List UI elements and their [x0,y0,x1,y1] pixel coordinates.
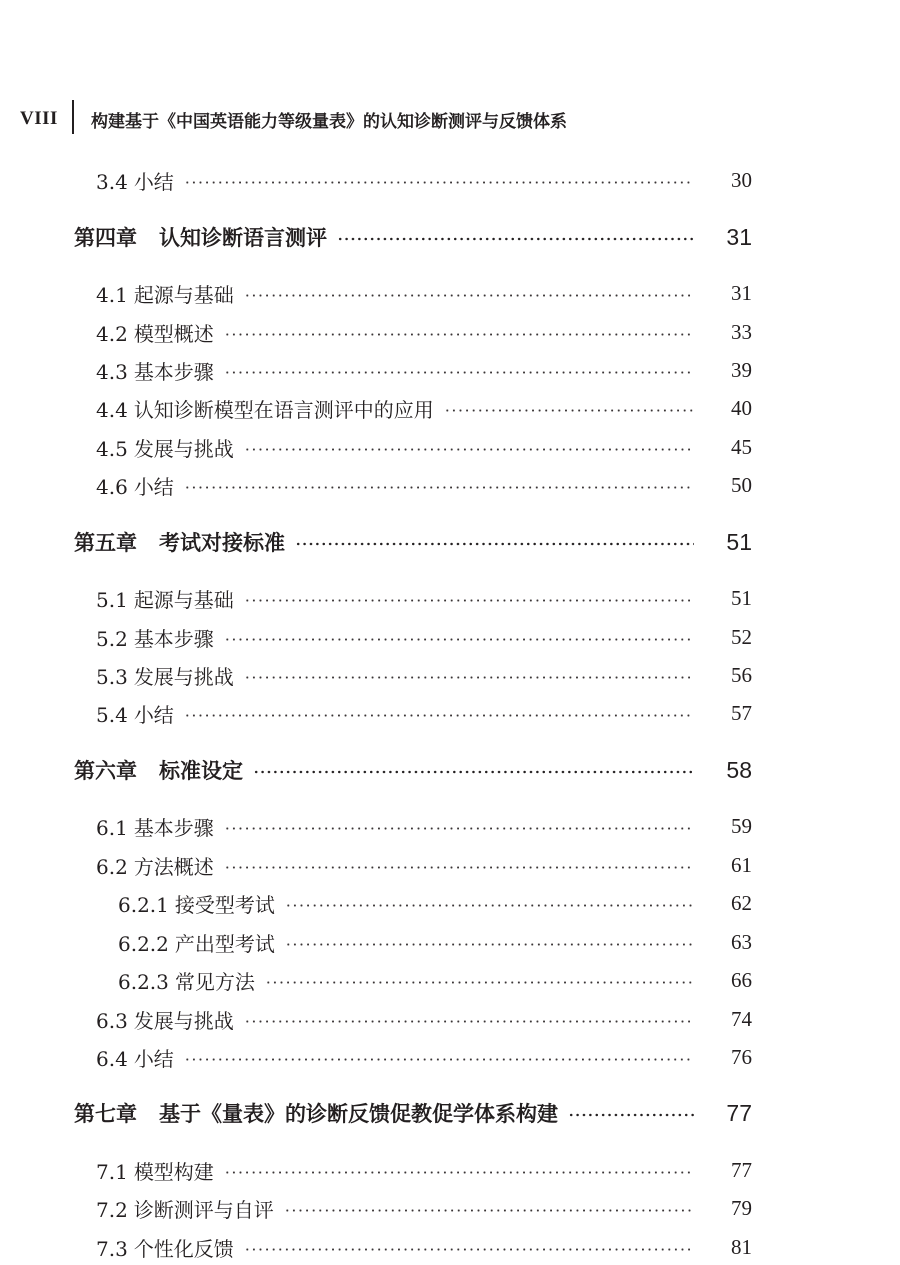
toc-page-number: 40 [731,395,752,420]
toc-entry-label [96,851,214,880]
toc-entry-label [118,966,255,995]
toc-entry-title: 认知诊断模型在语言测评中的应用 [133,397,434,422]
toc-entry-title: 小结 [133,702,174,727]
toc-section[interactable] [96,660,752,690]
dot-leader [284,1209,694,1212]
toc-section[interactable] [96,811,752,841]
toc-entry-label [96,812,214,841]
toc-chapter[interactable] [74,527,752,557]
toc-page-number: 62 [731,890,752,915]
toc-entry-title: 接受型考试 [174,892,275,917]
toc-page-number: 33 [731,319,752,344]
toc-entry-number: 6.3 [96,1008,128,1033]
dot-leader [224,827,694,830]
toc-page-number: 81 [731,1234,752,1259]
toc-entry-title: 产出型考试 [174,931,275,956]
toc-entry-number: 6.4 [96,1046,128,1071]
toc-page-number: 31 [731,280,752,305]
toc-page-number: 74 [731,1006,752,1031]
toc-entry-title: 模型概述 [133,321,214,346]
toc-entry-number: 5.2 [96,626,128,651]
dot-leader [244,294,694,297]
toc-entry-label [96,356,214,385]
toc-chapter[interactable] [74,222,752,252]
dot-leader [244,1020,694,1023]
toc-entry-number: 第四章 [74,226,137,250]
toc-page-number: 59 [731,813,752,838]
running-title: 构建基于《中国英语能力等级量表》的认知诊断测评与反馈体系 [91,112,567,132]
toc-subsection[interactable] [118,965,752,995]
toc-entry-label [74,1098,558,1128]
toc-entry-title: 模型构建 [133,1159,214,1184]
toc-entry-label [118,889,275,918]
toc-chapter[interactable] [74,1098,752,1128]
toc-page-number: 50 [731,472,752,497]
toc-page-number: 77 [731,1157,752,1182]
dot-leader [295,542,694,546]
dot-leader [224,1171,694,1174]
toc-page-number: 51 [726,528,752,555]
toc-subsection[interactable] [118,888,752,918]
toc-entry-label [96,318,214,347]
dot-leader [184,1058,694,1061]
dot-leader [253,770,694,774]
toc-entry-number: 4.6 [96,474,128,499]
toc-entry-label [96,623,214,652]
toc-entry-number: 5.4 [96,702,128,727]
dot-leader [224,371,694,374]
toc-section[interactable] [96,278,752,308]
toc-entry-label [96,394,434,423]
toc-page-number: 63 [731,929,752,954]
toc-entry-number: 4.3 [96,359,128,384]
toc-entry-label [96,433,234,462]
dot-leader [244,1248,694,1251]
dot-leader [244,599,694,602]
toc-section[interactable] [96,1193,752,1223]
toc-chapter[interactable] [74,755,752,785]
dot-leader [244,448,694,451]
toc-entry-title: 小结 [133,1046,174,1071]
toc-entry-title: 发展与挑战 [133,1008,234,1033]
toc-page-number: 45 [731,434,752,459]
toc-section[interactable] [96,317,752,347]
toc-entry-title: 诊断测评与自评 [133,1197,274,1222]
toc-entry-number: 4.2 [96,321,128,346]
toc-entry-label [74,755,243,785]
toc-entry-number: 5.3 [96,664,128,689]
toc-entry-title: 基本步骤 [133,626,214,651]
toc-page-number: 31 [726,223,752,250]
toc-entry-label [96,471,174,500]
dot-leader [285,904,694,907]
toc-entry-label [96,699,174,728]
toc-entry-label [96,1005,234,1034]
toc-entry-number: 6.2 [96,854,128,879]
toc-entry-title: 方法概述 [133,854,214,879]
toc-page-number: 30 [731,167,752,192]
toc-entry-number: 7.3 [96,1236,128,1261]
dot-leader [568,1113,694,1117]
toc-section[interactable] [96,355,752,385]
toc-section[interactable] [96,622,752,652]
toc-page-number: 56 [731,662,752,687]
dot-leader [244,676,694,679]
dot-leader [265,981,694,984]
toc-entry-number: 第五章 [74,531,137,555]
toc-entry-title: 基于《量表》的诊断反馈促教促学体系构建 [159,1102,558,1126]
toc-page-number: 66 [731,967,752,992]
dot-leader [184,714,694,717]
toc-entry-title: 小结 [133,169,174,194]
toc-page-number: 58 [726,756,752,783]
toc-entry-number: 6.2.3 [118,969,169,994]
toc-section[interactable] [96,1004,752,1034]
toc-page-number: 76 [731,1044,752,1069]
page-number: VIII [20,108,58,129]
dot-leader [184,486,694,489]
toc-subsection[interactable] [118,927,752,957]
toc-entry-title: 基本步骤 [133,359,214,384]
toc-entry-title: 常见方法 [174,969,255,994]
toc-entry-number: 第六章 [74,759,137,783]
toc-entry-label [74,527,285,557]
toc-entry-title: 认知诊断语言测评 [159,226,327,250]
running-header [0,100,900,134]
toc-section[interactable] [96,165,752,195]
toc-entry-title: 发展与挑战 [133,664,234,689]
toc-entry-number: 第七章 [74,1102,137,1126]
toc-section[interactable] [96,432,752,462]
toc-entry-title: 个性化反馈 [133,1236,234,1261]
toc-entry-number: 6.1 [96,815,128,840]
toc-page-number: 57 [731,700,752,725]
dot-leader [444,409,694,412]
toc-page-number: 61 [731,852,752,877]
toc-entry-number: 7.2 [96,1197,128,1222]
toc-entry-label [74,222,327,252]
toc-entry-number: 7.1 [96,1159,128,1184]
header-divider [72,100,74,134]
toc-page-number: 51 [731,585,752,610]
toc-section[interactable] [96,850,752,880]
toc-entry-number: 4.4 [96,397,128,422]
toc-entry-title: 基本步骤 [133,815,214,840]
toc-entry-number: 6.2.1 [118,892,169,917]
toc-entry-title: 标准设定 [159,759,243,783]
toc-entry-title: 考试对接标准 [159,531,285,555]
dot-leader [224,333,694,336]
toc-section[interactable] [96,470,752,500]
toc-entry-label [96,661,234,690]
toc-entry-label [96,584,234,613]
toc-entry-number: 4.5 [96,436,128,461]
toc-entry-label [118,928,275,957]
toc-section[interactable] [96,393,752,423]
toc-section[interactable] [96,583,752,613]
dot-leader [337,237,694,241]
toc-section[interactable] [96,1042,752,1072]
toc-entry-number: 6.2.2 [118,931,169,956]
toc-entry-label [96,1233,234,1262]
dot-leader [184,181,694,184]
toc-page-number: 52 [731,624,752,649]
toc-section[interactable] [96,1155,752,1185]
toc-entry-label [96,279,234,308]
toc-section[interactable] [96,698,752,728]
toc-entry-label [96,1156,214,1185]
toc-entry-title: 起源与基础 [133,587,234,612]
toc-entry-number: 5.1 [96,587,128,612]
toc-entry-title: 发展与挑战 [133,436,234,461]
toc-page-number: 39 [731,357,752,382]
toc-entry-label [96,1194,274,1223]
toc-page-number: 79 [731,1195,752,1220]
toc-entry-label [96,1043,174,1072]
toc-page-number: 77 [726,1099,752,1126]
dot-leader [224,638,694,641]
dot-leader [224,866,694,869]
dot-leader [285,943,694,946]
toc-entry-label [96,166,174,195]
toc-entry-number: 4.1 [96,282,128,307]
toc-entry-title: 起源与基础 [133,282,234,307]
toc-entry-title: 小结 [133,474,174,499]
toc-section[interactable] [96,1232,752,1262]
toc-entry-number: 3.4 [96,169,128,194]
